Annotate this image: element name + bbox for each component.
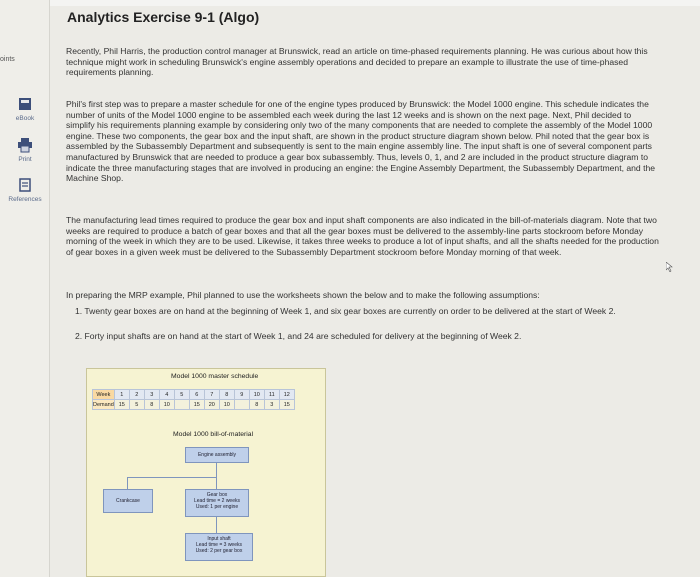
demand-cell: 15	[189, 400, 204, 410]
demand-cell: 8	[249, 400, 264, 410]
assumption-item: 2. Forty input shafts are on hand at the start of Week 1, and 24 are scheduled for delivery at the beginning of Week 2.	[75, 331, 522, 341]
week-cell: 2	[129, 390, 144, 400]
engine-assembly-box: Engine assembly	[185, 447, 249, 463]
book-icon	[17, 96, 33, 112]
master-schedule-table	[92, 389, 295, 410]
crankcase-box: Crankcase	[103, 489, 153, 513]
printer-icon	[17, 137, 33, 153]
demand-cell: 10	[219, 400, 234, 410]
sidebar	[0, 0, 50, 577]
bill-of-material-figure	[86, 368, 326, 577]
week-cell: 4	[159, 390, 174, 400]
bom-title: Model 1000 bill-of-material	[173, 431, 254, 438]
demand-cell: 15	[279, 400, 294, 410]
sidebar-item-label: Print	[18, 156, 32, 163]
input-shaft-box: Input shaft Lead time = 3 weeks Used: 2 per gear box	[185, 533, 253, 561]
sidebar-item-references[interactable]	[0, 177, 50, 203]
gear-box-box: Gear box Lead time = 2 weeks Used: 1 per engine	[185, 489, 249, 517]
bom-connector	[216, 463, 217, 477]
demand-cell	[234, 400, 249, 410]
demand-row	[93, 400, 295, 410]
lead-times-paragraph: The manufacturing lead times required to produce the gear box and input shaft components are also indicated in the bill-of-materials diagram. Note that two weeks are required to produce a batch of gear boxes and that all the gear boxes must be delivered to the assembly-line parts stockroom before Monday morning of the week in which they are to be used. Likewise, it takes three weeks to produce a lot of input shafts, and all the shafts needed for the production of gear boxes in a given week must be delivered to the Subassembly Department stockroom before Monday morning of that week.	[66, 215, 659, 257]
demand-cell	[174, 400, 189, 410]
assumptions-intro: In preparing the MRP example, Phil planned to use the worksheets shown the below and to make the following assumptions:	[66, 290, 540, 300]
week-cell: 8	[219, 390, 234, 400]
week-cell: 1	[114, 390, 129, 400]
demand-cell: 10	[159, 400, 174, 410]
bom-connector	[127, 477, 217, 478]
bom-connector	[127, 477, 128, 489]
week-cell: 11	[264, 390, 279, 400]
week-cell: 9	[234, 390, 249, 400]
mouse-cursor-icon	[666, 262, 674, 272]
demand-cell: 8	[144, 400, 159, 410]
assumption-item: 1. Twenty gear boxes are on hand at the beginning of Week 1, and six gear boxes are currently on order to be delivered at the start of Week 2.	[75, 306, 616, 316]
master-schedule-title: Model 1000 master schedule	[171, 373, 259, 380]
week-cell: 5	[174, 390, 189, 400]
intro-paragraph: Recently, Phil Harris, the production control manager at Brunswick, read an article on time-phased requirements planning. He was curious about how this technique might work in scheduling Brunswick's engine assembly operations and decided to prepare an example to illustrate the use of time-phased requirements planning.	[66, 46, 648, 78]
demand-cell: 5	[129, 400, 144, 410]
week-row-label: Week	[93, 390, 115, 400]
bom-connector	[216, 477, 217, 489]
sidebar-item-label: References	[8, 196, 42, 203]
demand-cell: 15	[114, 400, 129, 410]
master-schedule-paragraph: Phil's first step was to prepare a master schedule for one of the engine types produced by Brunswick: the Model 1000 engine. This schedule indicates the number of units of the Model 1000 engine to be assembled each week during the last 12 weeks and is shown on the next page. Next, Phil decided to simplify his requirements planning example by considering only two of the many components that are needed to complete the assembly of the Model 1000 engine. These two components, the gear box and the input shaft, are shown in the product structure diagram shown below. Phil noted that the gear box is assembled by the Subassembly Department and subsequently is sent to the main engine assembly line. The input shaft is one of several component parts manufactured by Brunswick that are needed to produce a gear box subassembly. Thus, levels 0, 1, and 2 are included in the product structure diagram to indicate the three manufacturing stages that are involved in producing an engine: the Engine Assembly Department, the Subassembly Department, and the Machine Shop.	[66, 99, 656, 184]
week-cell: 10	[249, 390, 264, 400]
page-title: Analytics Exercise 9-1 (Algo)	[67, 9, 260, 25]
points-label: oints	[0, 56, 15, 63]
week-cell: 3	[144, 390, 159, 400]
sidebar-item-label: eBook	[15, 115, 35, 122]
demand-row-label: Demand	[93, 401, 114, 408]
sidebar-item-print[interactable]	[0, 137, 50, 163]
week-cell: 12	[279, 390, 294, 400]
week-cell: 7	[204, 390, 219, 400]
week-row	[93, 390, 295, 400]
week-cell: 6	[189, 390, 204, 400]
references-icon	[17, 177, 33, 193]
sidebar-item-ebook[interactable]	[0, 96, 50, 122]
demand-cell: 3	[264, 400, 279, 410]
demand-cell: 20	[204, 400, 219, 410]
bom-connector	[216, 517, 217, 533]
top-bar	[0, 0, 700, 6]
